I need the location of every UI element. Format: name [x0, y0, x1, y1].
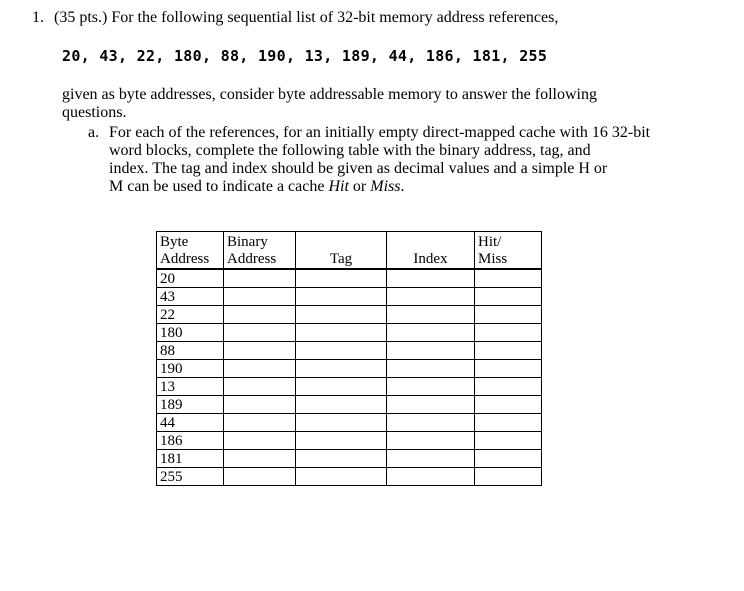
hit-miss-cell[interactable]	[475, 468, 542, 486]
table-header-row	[157, 232, 542, 270]
index-cell[interactable]	[387, 414, 475, 432]
header-miss-bottom: Miss	[478, 251, 508, 267]
byte-address-cell: 44	[157, 414, 224, 432]
tag-cell[interactable]	[296, 306, 387, 324]
binary-address-cell[interactable]	[224, 378, 296, 396]
part-a	[88, 124, 668, 196]
part-a-letter: a.	[88, 124, 100, 141]
question-number: 1.	[32, 9, 44, 26]
byte-address-cell: 181	[157, 450, 224, 468]
binary-address-cell[interactable]	[224, 468, 296, 486]
hit-miss-cell[interactable]	[475, 396, 542, 414]
header-index: Index	[387, 232, 475, 270]
index-cell[interactable]	[387, 378, 475, 396]
part-a-line-3: index. The tag and index should be given as decimal values and a simple H or	[109, 160, 608, 177]
question-text: (35 pts.) For the following sequential list of 32-bit memory address references,	[54, 9, 559, 26]
cache-table	[156, 231, 542, 486]
hit-miss-cell[interactable]	[475, 432, 542, 450]
byte-address-cell: 186	[157, 432, 224, 450]
tag-cell[interactable]	[296, 396, 387, 414]
intro-line-2: questions.	[62, 104, 127, 121]
binary-address-cell[interactable]	[224, 414, 296, 432]
header-byte-top: Byte	[160, 234, 189, 250]
header-binary-bottom: Address	[227, 251, 277, 267]
part-a-line-4-post: .	[400, 178, 405, 195]
binary-address-cell[interactable]	[224, 324, 296, 342]
index-cell[interactable]	[387, 342, 475, 360]
binary-address-cell[interactable]	[224, 342, 296, 360]
byte-address-cell: 43	[157, 288, 224, 306]
table-row	[157, 342, 542, 360]
binary-address-cell[interactable]	[224, 396, 296, 414]
table-row	[157, 288, 542, 306]
tag-cell[interactable]	[296, 342, 387, 360]
table-row	[157, 324, 542, 342]
tag-cell[interactable]	[296, 378, 387, 396]
part-a-line-4-pre: M can be used to indicate a cache	[109, 178, 329, 195]
hit-miss-cell[interactable]	[475, 306, 542, 324]
hit-miss-cell[interactable]	[475, 324, 542, 342]
header-byte-address	[157, 232, 224, 270]
index-cell[interactable]	[387, 324, 475, 342]
tag-cell[interactable]	[296, 288, 387, 306]
index-cell[interactable]	[387, 360, 475, 378]
header-hit-miss	[475, 232, 542, 270]
table-row	[157, 432, 542, 450]
tag-cell[interactable]	[296, 269, 387, 288]
intro-paragraph	[62, 86, 622, 122]
tag-cell[interactable]	[296, 324, 387, 342]
binary-address-cell[interactable]	[224, 432, 296, 450]
binary-address-cell[interactable]	[224, 269, 296, 288]
binary-address-cell[interactable]	[224, 360, 296, 378]
table-row	[157, 414, 542, 432]
index-cell[interactable]	[387, 450, 475, 468]
index-cell[interactable]	[387, 432, 475, 450]
table-row	[157, 396, 542, 414]
question-heading	[32, 9, 558, 27]
tag-cell[interactable]	[296, 450, 387, 468]
byte-address-cell: 20	[157, 269, 224, 288]
table-row	[157, 360, 542, 378]
byte-address-cell: 189	[157, 396, 224, 414]
table-row	[157, 378, 542, 396]
hit-miss-cell[interactable]	[475, 342, 542, 360]
table-row	[157, 269, 542, 288]
part-a-body	[109, 124, 668, 196]
byte-address-cell: 180	[157, 324, 224, 342]
part-a-line-2: word blocks, complete the following table with the binary address, tag, and	[109, 142, 591, 159]
index-cell[interactable]	[387, 288, 475, 306]
hit-miss-cell[interactable]	[475, 414, 542, 432]
tag-cell[interactable]	[296, 468, 387, 486]
byte-address-cell: 22	[157, 306, 224, 324]
tag-cell[interactable]	[296, 432, 387, 450]
address-reference-list: 20, 43, 22, 180, 88, 190, 13, 189, 44, 186, 181, 255	[62, 47, 548, 65]
binary-address-cell[interactable]	[224, 288, 296, 306]
tag-cell[interactable]	[296, 360, 387, 378]
byte-address-cell: 190	[157, 360, 224, 378]
table-body	[157, 269, 542, 486]
binary-address-cell[interactable]	[224, 306, 296, 324]
binary-address-cell[interactable]	[224, 450, 296, 468]
byte-address-cell: 88	[157, 342, 224, 360]
header-binary-top: Binary	[227, 234, 268, 250]
header-byte-bottom: Address	[160, 251, 210, 267]
hit-miss-cell[interactable]	[475, 450, 542, 468]
tag-cell[interactable]	[296, 414, 387, 432]
header-binary-address	[224, 232, 296, 270]
hit-miss-cell[interactable]	[475, 269, 542, 288]
table-row	[157, 306, 542, 324]
hit-term: Hit	[328, 178, 349, 195]
miss-term: Miss	[370, 178, 401, 195]
part-a-line-4	[109, 178, 668, 196]
header-hit-top: Hit/	[478, 234, 502, 250]
byte-address-cell: 255	[157, 468, 224, 486]
header-tag: Tag	[296, 232, 387, 270]
hit-miss-cell[interactable]	[475, 378, 542, 396]
index-cell[interactable]	[387, 269, 475, 288]
index-cell[interactable]	[387, 396, 475, 414]
index-cell[interactable]	[387, 468, 475, 486]
part-a-line-4-mid: or	[348, 178, 371, 195]
intro-line-1: given as byte addresses, consider byte addressable memory to answer the following	[62, 86, 597, 103]
hit-miss-cell[interactable]	[475, 288, 542, 306]
part-a-line-1: For each of the references, for an initially empty direct-mapped cache with 16 32-bit	[109, 124, 651, 141]
byte-address-cell: 13	[157, 378, 224, 396]
table-row	[157, 450, 542, 468]
index-cell[interactable]	[387, 306, 475, 324]
table-row	[157, 468, 542, 486]
hit-miss-cell[interactable]	[475, 360, 542, 378]
